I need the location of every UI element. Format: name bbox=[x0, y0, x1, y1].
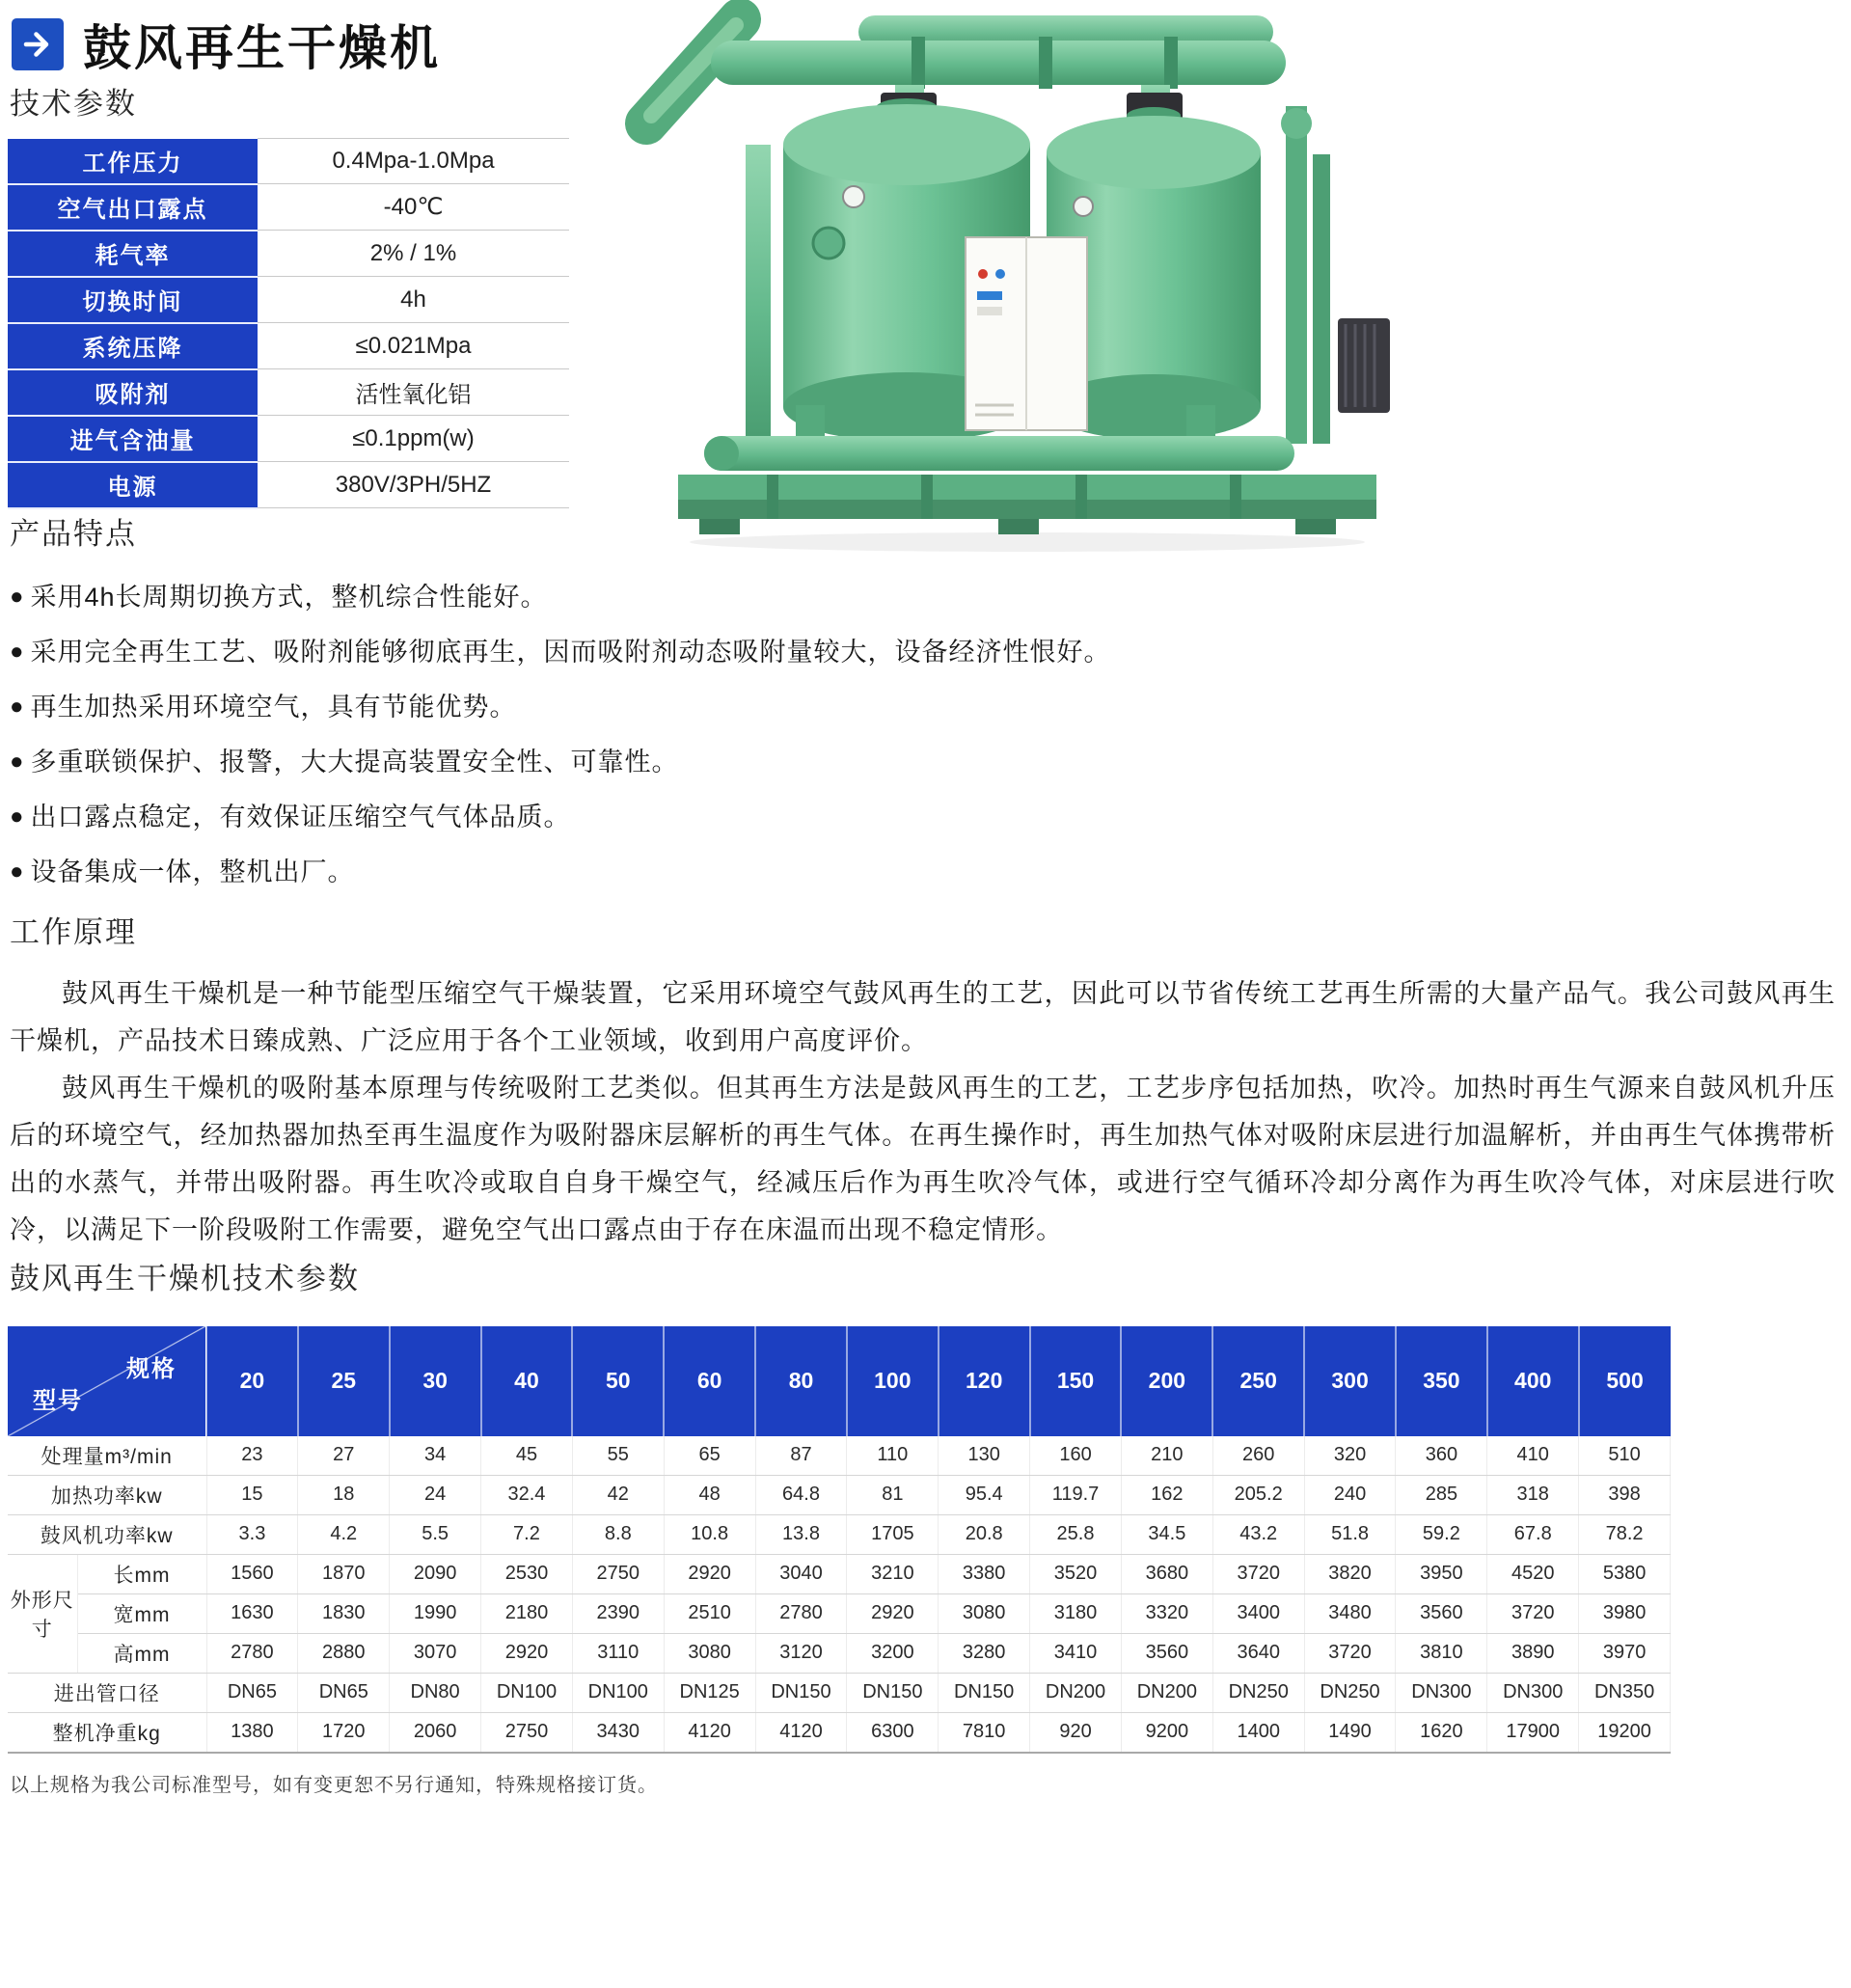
model-value-cell: 510 bbox=[1579, 1436, 1671, 1476]
row-label: 处理量m³/min bbox=[8, 1436, 206, 1476]
model-value-cell: 20.8 bbox=[939, 1514, 1030, 1554]
model-value-cell: 1560 bbox=[206, 1554, 298, 1593]
feature-item bbox=[10, 743, 1851, 781]
model-value-cell: 3720 bbox=[1304, 1633, 1396, 1673]
spec-label: 耗气率 bbox=[8, 231, 258, 277]
spec-row bbox=[8, 323, 569, 369]
spec-value: 4h bbox=[258, 277, 569, 323]
model-value-cell: 3480 bbox=[1304, 1593, 1396, 1633]
model-value-cell: 59.2 bbox=[1396, 1514, 1487, 1554]
spec-table bbox=[8, 138, 569, 509]
feature-item bbox=[10, 633, 1851, 671]
principle-paragraph: 鼓风再生干燥机是一种节能型压缩空气干燥装置，它采用环境空气鼓风再生的工艺，因此可以节省传统工艺再生所需的大量产品气。我公司鼓风再生干燥机，产品技术日臻成熟、广泛应用于各个工业领域，收到用户高度评价。 bbox=[10, 978, 1836, 1055]
row-label: 高mm bbox=[77, 1633, 206, 1673]
footer-note: 以上规格为我公司标准型号，如有变更恕不另行通知，特殊规格接订货。 bbox=[10, 1774, 658, 1796]
feature-text: 采用4h长周期切换方式，整机综合性能好。 bbox=[30, 582, 548, 612]
bullet-icon: ● bbox=[10, 693, 25, 720]
spec-label: 电源 bbox=[8, 462, 258, 508]
spec-row bbox=[8, 231, 569, 277]
model-value-cell: 34 bbox=[390, 1436, 481, 1476]
model-value-cell: 3970 bbox=[1579, 1633, 1671, 1673]
model-value-cell: 119.7 bbox=[1030, 1475, 1122, 1514]
model-value-cell: 3560 bbox=[1121, 1633, 1212, 1673]
model-value-cell: 3720 bbox=[1487, 1593, 1579, 1633]
model-value-cell: DN80 bbox=[390, 1673, 481, 1712]
model-value-cell: 410 bbox=[1487, 1436, 1579, 1476]
model-value-cell: 3520 bbox=[1030, 1554, 1122, 1593]
model-value-cell: 81 bbox=[847, 1475, 939, 1514]
model-value-cell: DN200 bbox=[1121, 1673, 1212, 1712]
model-value-cell: 320 bbox=[1304, 1436, 1396, 1476]
feature-item bbox=[10, 688, 1851, 726]
model-column-header: 400 bbox=[1487, 1326, 1579, 1436]
model-value-cell: 2530 bbox=[481, 1554, 573, 1593]
model-value-cell: 2750 bbox=[572, 1554, 664, 1593]
model-row bbox=[8, 1436, 1671, 1476]
spec-label: 进气含油量 bbox=[8, 416, 258, 462]
spec-label: 切换时间 bbox=[8, 277, 258, 323]
model-value-cell: 51.8 bbox=[1304, 1514, 1396, 1554]
model-column-header: 80 bbox=[755, 1326, 847, 1436]
spec-label: 空气出口露点 bbox=[8, 184, 258, 231]
spec-value: 0.4Mpa-1.0Mpa bbox=[258, 139, 569, 184]
bullet-icon: ● bbox=[10, 638, 25, 665]
model-value-cell: 64.8 bbox=[755, 1475, 847, 1514]
bullet-icon: ● bbox=[10, 583, 25, 610]
arrow-right-icon bbox=[12, 18, 64, 70]
model-value-cell: 3890 bbox=[1487, 1633, 1579, 1673]
model-value-cell: 3820 bbox=[1304, 1554, 1396, 1593]
dryer-machine-illustration bbox=[622, 0, 1413, 559]
model-value-cell: 78.2 bbox=[1579, 1514, 1671, 1554]
model-value-cell: 3120 bbox=[755, 1633, 847, 1673]
model-column-header: 25 bbox=[298, 1326, 390, 1436]
model-value-cell: 87 bbox=[755, 1436, 847, 1476]
principle-paragraph: 鼓风再生干燥机的吸附基本原理与传统吸附工艺类似。但其再生方法是鼓风再生的工艺，工艺步序包括加热，吹冷。加热时再生气源来自鼓风机升压后的环境空气，经加热器加热至再生温度作为吸附器床层解析的再生气体。在再生操作时，再生加热气体对吸附床层进行加温解析，并由再生气体携带析出的水蒸气，并带出吸附器。再生吹冷或取自自身干燥空气，经减压后作为再生吹冷气体，或进行空气循环冷却分离作为再生吹冷气体，对床层进行吹冷，以满足下一阶段吸附工作需要，避免空气出口露点由于存在床温而出现不稳定情形。 bbox=[10, 1073, 1836, 1244]
feature-text: 再生加热采用环境空气，具有节能优势。 bbox=[30, 692, 517, 722]
model-value-cell: 48 bbox=[664, 1475, 755, 1514]
spec-row bbox=[8, 416, 569, 462]
spec-table-body bbox=[8, 139, 569, 508]
model-column-header: 60 bbox=[664, 1326, 755, 1436]
model-value-cell: 3080 bbox=[939, 1593, 1030, 1633]
model-value-cell: DN150 bbox=[847, 1673, 939, 1712]
spec-row bbox=[8, 184, 569, 231]
model-value-cell: DN300 bbox=[1487, 1673, 1579, 1712]
model-value-cell: 2780 bbox=[206, 1633, 298, 1673]
model-value-cell: 1490 bbox=[1304, 1712, 1396, 1753]
model-value-cell: 19200 bbox=[1579, 1712, 1671, 1753]
corner-cell bbox=[8, 1326, 206, 1436]
feature-item bbox=[10, 853, 1851, 891]
bullet-icon: ● bbox=[10, 748, 25, 775]
model-value-cell: DN350 bbox=[1579, 1673, 1671, 1712]
model-value-cell: 1705 bbox=[847, 1514, 939, 1554]
model-value-cell: 2180 bbox=[481, 1593, 573, 1633]
spec-label: 工作压力 bbox=[8, 139, 258, 184]
model-value-cell: 2920 bbox=[481, 1633, 573, 1673]
spec-value: ≤0.1ppm(w) bbox=[258, 416, 569, 462]
model-value-cell: 3.3 bbox=[206, 1514, 298, 1554]
model-value-cell: 1380 bbox=[206, 1712, 298, 1753]
spec-value: 活性氧化铝 bbox=[258, 369, 569, 416]
model-table-body bbox=[8, 1436, 1671, 1753]
model-value-cell: 240 bbox=[1304, 1475, 1396, 1514]
model-value-cell: 285 bbox=[1396, 1475, 1487, 1514]
model-value-cell: 360 bbox=[1396, 1436, 1487, 1476]
model-row bbox=[8, 1673, 1671, 1712]
model-value-cell: 65 bbox=[664, 1436, 755, 1476]
feature-item bbox=[10, 798, 1851, 836]
model-value-cell: 260 bbox=[1212, 1436, 1304, 1476]
model-column-header: 50 bbox=[572, 1326, 664, 1436]
model-column-header: 40 bbox=[481, 1326, 573, 1436]
model-value-cell: 3280 bbox=[939, 1633, 1030, 1673]
model-value-cell: DN250 bbox=[1304, 1673, 1396, 1712]
model-value-cell: DN300 bbox=[1396, 1673, 1487, 1712]
model-value-cell: 3200 bbox=[847, 1633, 939, 1673]
model-value-cell: DN150 bbox=[755, 1673, 847, 1712]
model-value-cell: 67.8 bbox=[1487, 1514, 1579, 1554]
section-heading-features: 产品特点 bbox=[10, 516, 137, 551]
dimension-group-label: 外形尺寸 bbox=[8, 1554, 77, 1673]
model-value-cell: 2750 bbox=[481, 1712, 573, 1753]
feature-text: 采用完全再生工艺、吸附剂能够彻底再生，因而吸附剂动态吸附量较大，设备经济性恨好。 bbox=[30, 637, 1111, 667]
model-column-header: 200 bbox=[1121, 1326, 1212, 1436]
model-value-cell: 17900 bbox=[1487, 1712, 1579, 1753]
model-row bbox=[8, 1712, 1671, 1753]
model-value-cell: 3410 bbox=[1030, 1633, 1122, 1673]
model-value-cell: 4520 bbox=[1487, 1554, 1579, 1593]
model-row bbox=[8, 1514, 1671, 1554]
model-value-cell: 210 bbox=[1121, 1436, 1212, 1476]
model-value-cell: DN150 bbox=[939, 1673, 1030, 1712]
model-row bbox=[8, 1475, 1671, 1514]
model-value-cell: 2060 bbox=[390, 1712, 481, 1753]
model-value-cell: 3380 bbox=[939, 1554, 1030, 1593]
model-value-cell: 2780 bbox=[755, 1593, 847, 1633]
model-value-cell: 1630 bbox=[206, 1593, 298, 1633]
model-value-cell: 8.8 bbox=[572, 1514, 664, 1554]
feature-text: 多重联锁保护、报警，大大提高装置安全性、可靠性。 bbox=[30, 747, 679, 776]
model-value-cell: 10.8 bbox=[664, 1514, 755, 1554]
model-value-cell: 7.2 bbox=[481, 1514, 573, 1554]
model-value-cell: 45 bbox=[481, 1436, 573, 1476]
model-value-cell: 43.2 bbox=[1212, 1514, 1304, 1554]
model-value-cell: 5380 bbox=[1579, 1554, 1671, 1593]
model-value-cell: 3320 bbox=[1121, 1593, 1212, 1633]
section-heading-principle: 工作原理 bbox=[10, 914, 137, 949]
spec-label: 系统压降 bbox=[8, 323, 258, 369]
model-value-cell: 7810 bbox=[939, 1712, 1030, 1753]
model-row bbox=[8, 1633, 1671, 1673]
section-heading-tech-params: 技术参数 bbox=[10, 87, 137, 121]
bullet-icon: ● bbox=[10, 803, 25, 830]
model-value-cell: 2920 bbox=[847, 1593, 939, 1633]
model-value-cell: 920 bbox=[1030, 1712, 1122, 1753]
model-value-cell: 160 bbox=[1030, 1436, 1122, 1476]
model-value-cell: 3950 bbox=[1396, 1554, 1487, 1593]
model-row bbox=[8, 1593, 1671, 1633]
model-column-header: 100 bbox=[847, 1326, 939, 1436]
section-heading-model-table: 鼓风再生干燥机技术参数 bbox=[10, 1261, 360, 1295]
model-value-cell: 15 bbox=[206, 1475, 298, 1514]
model-value-cell: 2510 bbox=[664, 1593, 755, 1633]
model-value-cell: 95.4 bbox=[939, 1475, 1030, 1514]
model-value-cell: 3210 bbox=[847, 1554, 939, 1593]
row-label: 进出管口径 bbox=[8, 1673, 206, 1712]
model-value-cell: DN125 bbox=[664, 1673, 755, 1712]
model-value-cell: 9200 bbox=[1121, 1712, 1212, 1753]
model-value-cell: 3080 bbox=[664, 1633, 755, 1673]
model-value-cell: 398 bbox=[1579, 1475, 1671, 1514]
model-column-header: 300 bbox=[1304, 1326, 1396, 1436]
bullet-icon: ● bbox=[10, 858, 25, 885]
model-value-cell: 3040 bbox=[755, 1554, 847, 1593]
left-standpipe bbox=[746, 145, 771, 453]
row-label: 加热功率kw bbox=[8, 1475, 206, 1514]
model-value-cell: 3720 bbox=[1212, 1554, 1304, 1593]
model-value-cell: 3560 bbox=[1396, 1593, 1487, 1633]
model-value-cell: 1720 bbox=[298, 1712, 390, 1753]
model-value-cell: 24 bbox=[390, 1475, 481, 1514]
model-value-cell: 55 bbox=[572, 1436, 664, 1476]
model-value-cell: 13.8 bbox=[755, 1514, 847, 1554]
model-value-cell: 32.4 bbox=[481, 1475, 573, 1514]
model-value-cell: DN250 bbox=[1212, 1673, 1304, 1712]
model-value-cell: 130 bbox=[939, 1436, 1030, 1476]
model-value-cell: 23 bbox=[206, 1436, 298, 1476]
model-value-cell: 318 bbox=[1487, 1475, 1579, 1514]
feature-item bbox=[10, 578, 1851, 616]
model-value-cell: 3640 bbox=[1212, 1633, 1304, 1673]
model-value-cell: 4.2 bbox=[298, 1514, 390, 1554]
model-value-cell: 162 bbox=[1121, 1475, 1212, 1514]
model-value-cell: 18 bbox=[298, 1475, 390, 1514]
model-value-cell: DN200 bbox=[1030, 1673, 1122, 1712]
model-value-cell: 3430 bbox=[572, 1712, 664, 1753]
model-value-cell: 42 bbox=[572, 1475, 664, 1514]
model-value-cell: 2880 bbox=[298, 1633, 390, 1673]
model-column-header: 350 bbox=[1396, 1326, 1487, 1436]
model-value-cell: 27 bbox=[298, 1436, 390, 1476]
model-value-cell: 3400 bbox=[1212, 1593, 1304, 1633]
model-value-cell: 3180 bbox=[1030, 1593, 1122, 1633]
model-column-header: 150 bbox=[1030, 1326, 1122, 1436]
spec-value: 380V/3PH/5HZ bbox=[258, 462, 569, 508]
model-value-cell: 34.5 bbox=[1121, 1514, 1212, 1554]
model-value-cell: DN100 bbox=[572, 1673, 664, 1712]
principle-paragraphs bbox=[10, 970, 1836, 1254]
spec-row bbox=[8, 139, 569, 184]
spec-value: ≤0.021Mpa bbox=[258, 323, 569, 369]
model-table bbox=[8, 1326, 1671, 1754]
model-value-cell: 3070 bbox=[390, 1633, 481, 1673]
model-column-header: 500 bbox=[1579, 1326, 1671, 1436]
model-value-cell: DN65 bbox=[206, 1673, 298, 1712]
spec-row bbox=[8, 462, 569, 508]
corner-spec-label: 规格 bbox=[126, 1355, 177, 1382]
feature-text: 设备集成一体，整机出厂。 bbox=[30, 857, 355, 886]
spec-row bbox=[8, 369, 569, 416]
model-value-cell: 1620 bbox=[1396, 1712, 1487, 1753]
model-value-cell: 1870 bbox=[298, 1554, 390, 1593]
model-value-cell: DN100 bbox=[481, 1673, 573, 1712]
model-value-cell: 2390 bbox=[572, 1593, 664, 1633]
model-header-row bbox=[8, 1326, 1671, 1436]
model-value-cell: 3980 bbox=[1579, 1593, 1671, 1633]
corner-model-label: 型号 bbox=[33, 1387, 83, 1414]
model-value-cell: 1830 bbox=[298, 1593, 390, 1633]
model-value-cell: 1400 bbox=[1212, 1712, 1304, 1753]
model-value-cell: 110 bbox=[847, 1436, 939, 1476]
model-value-cell: 25.8 bbox=[1030, 1514, 1122, 1554]
spec-row bbox=[8, 277, 569, 323]
right-side-piping bbox=[1281, 106, 1390, 444]
model-value-cell: DN65 bbox=[298, 1673, 390, 1712]
feature-list bbox=[10, 578, 1851, 891]
row-label: 宽mm bbox=[77, 1593, 206, 1633]
feature-text: 出口露点稳定，有效保证压缩空气气体品质。 bbox=[30, 802, 571, 831]
control-cabinet bbox=[966, 237, 1087, 430]
model-value-cell: 1990 bbox=[390, 1593, 481, 1633]
model-value-cell: 3680 bbox=[1121, 1554, 1212, 1593]
spec-value: -40℃ bbox=[258, 184, 569, 231]
model-value-cell: 3110 bbox=[572, 1633, 664, 1673]
model-value-cell: 2090 bbox=[390, 1554, 481, 1593]
model-row bbox=[8, 1554, 1671, 1593]
model-column-header: 120 bbox=[939, 1326, 1030, 1436]
model-value-cell: 4120 bbox=[755, 1712, 847, 1753]
page-title: 鼓风再生干燥机 bbox=[83, 21, 441, 75]
model-value-cell: 6300 bbox=[847, 1712, 939, 1753]
spec-value: 2% / 1% bbox=[258, 231, 569, 277]
row-label: 鼓风机功率kw bbox=[8, 1514, 206, 1554]
base-skid bbox=[678, 475, 1376, 534]
model-value-cell: 4120 bbox=[664, 1712, 755, 1753]
model-value-cell: 2920 bbox=[664, 1554, 755, 1593]
model-value-cell: 5.5 bbox=[390, 1514, 481, 1554]
model-value-cell: 205.2 bbox=[1212, 1475, 1304, 1514]
model-column-header: 250 bbox=[1212, 1326, 1304, 1436]
row-label: 整机净重kg bbox=[8, 1712, 206, 1753]
model-column-header: 30 bbox=[390, 1326, 481, 1436]
product-photo bbox=[622, 0, 1413, 559]
spec-label: 吸附剂 bbox=[8, 369, 258, 416]
model-value-cell: 3810 bbox=[1396, 1633, 1487, 1673]
row-label: 长mm bbox=[77, 1554, 206, 1593]
model-column-header: 20 bbox=[206, 1326, 298, 1436]
